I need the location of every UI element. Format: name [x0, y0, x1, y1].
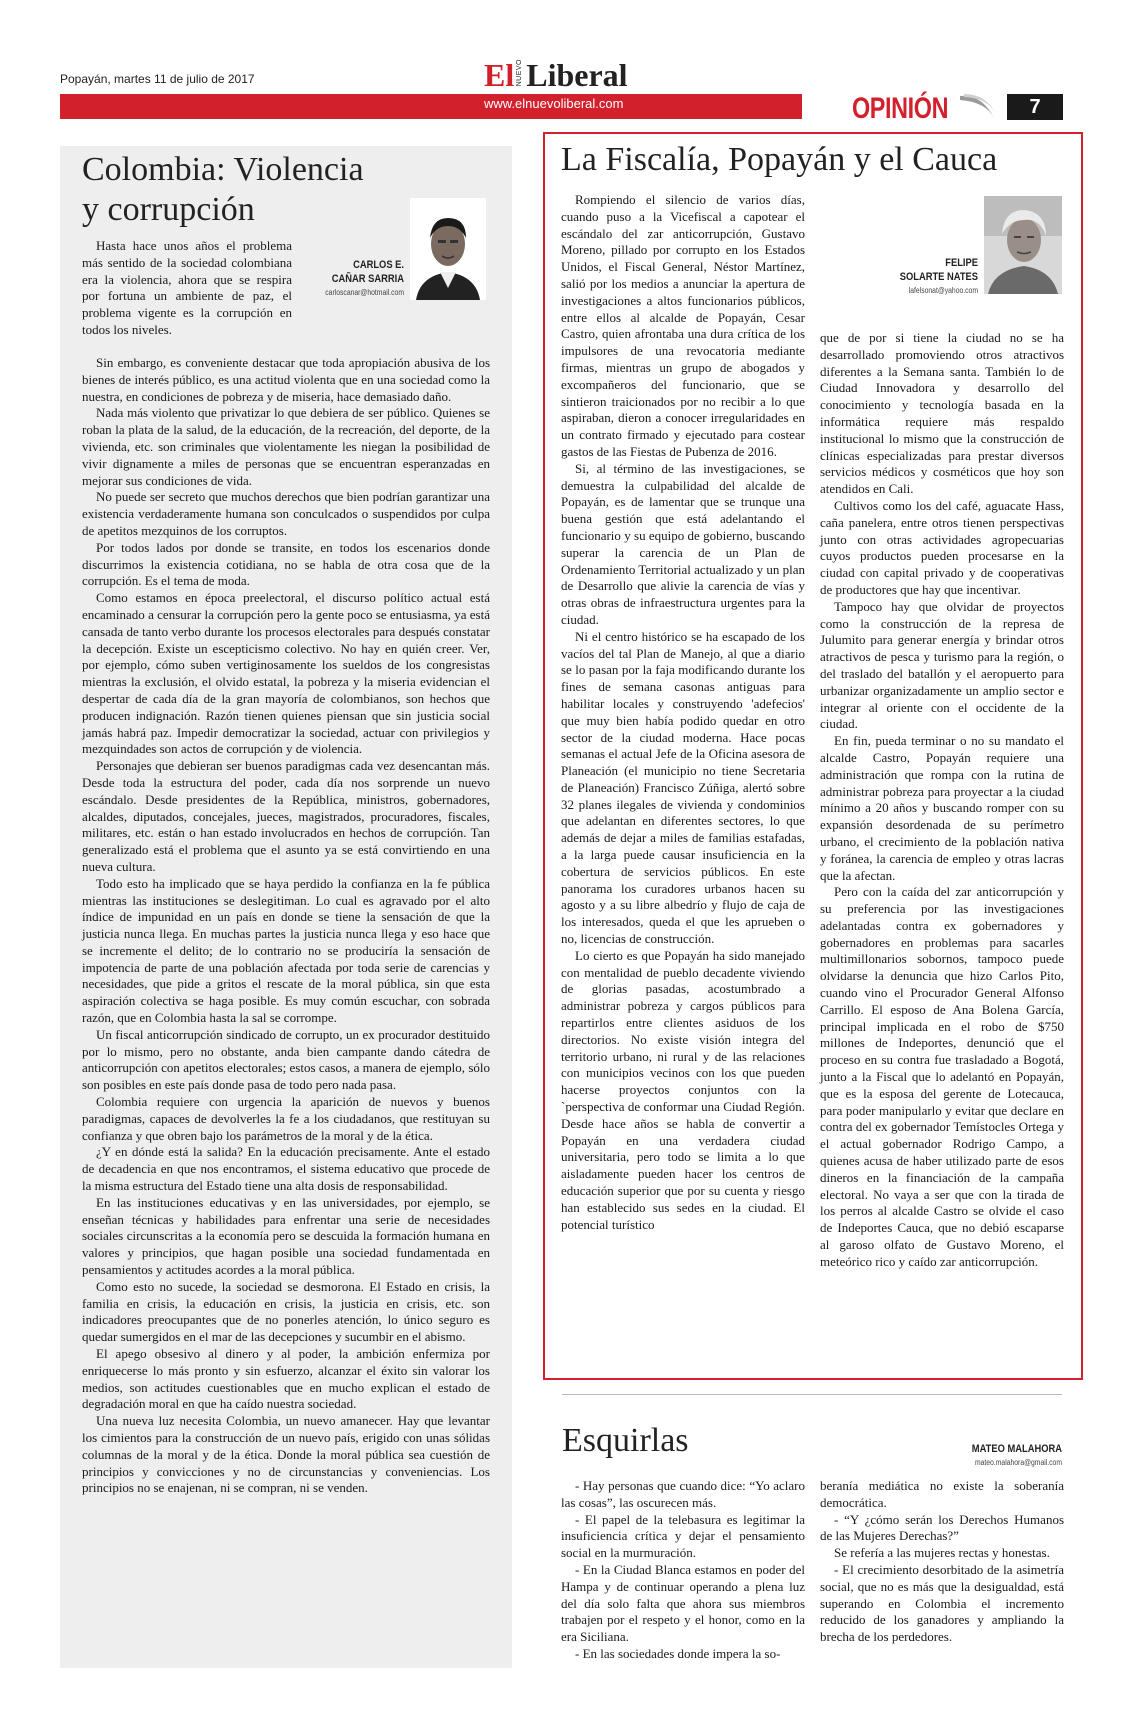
left-paragraph: Un fiscal anticorrupción sindicado de corrupto, un ex procurador destituido por lo mismo, pero no obstante, anda bien campante dando cátedra de anticorrupción con apetitos electorales; estos casos, a manera de ejemplo, sólo son posibles en este país donde pasa de todo pero nada pasa. — [82, 1026, 490, 1093]
esquirlas-item: - “Y ¿cómo serán los Derechos Humanos de las Mujeres Derechas?” — [820, 1511, 1064, 1544]
left-author-byline — [300, 258, 404, 297]
right-author-photo — [984, 196, 1062, 294]
esquirlas-author-byline — [900, 1442, 1062, 1467]
newspaper-logo[interactable] — [484, 56, 644, 93]
right-paragraph: Si, al término de las investigaciones, se demuestra la culpabilidad del alcalde de Popayán, es de lamentar que se trunque una buena gestión que está adelantando el funcionario y su equipo de gobierno, buscando superar la carencia de un Plan de Ordenamiento Territorial actualizado y un plan de Desarrollo que alivie la carencia de vías y otras obras de infraestructura urgentes para la ciudad. — [561, 460, 805, 627]
esquirlas-title: Esquirlas — [562, 1422, 689, 1459]
left-author-email[interactable]: carloscanar@hotmail.com — [325, 288, 404, 297]
right-author-email[interactable]: lafelsonat@yahoo.com — [908, 286, 978, 295]
esquirlas-item: - En la Ciudad Blanca estamos en poder del Hampa y de continuar operando a plena luz del día solo falta que ahora sus miembros trabajen por el respeto y el honor, como en la era Siciliana. — [561, 1561, 805, 1645]
left-paragraph: Una nueva luz necesita Colombia, un nuevo amanecer. Hay que levantar los cimientos para la construcción de un nuevo país, erigido con unas sólidas columnas de la moral y de la ética. Donde la moral pública sea cuestión de principios y convicciones y no de circunstancias y conveniencias. Los principios no se enajenan, ni se compran, ni se venden. — [82, 1413, 490, 1496]
header-red-bar — [60, 94, 802, 119]
right-paragraph: que de por si tiene la ciudad no se ha desarrollado promoviendo otros atractivos diferentes a la Semana santa. También lo de Ciudad Innovadora y desarrollo del conocimiento y tecnología basada en la informática requiere más respaldo institucional lo mismo que la construcción de clínicas especializadas para prestar diversos servicios médicos y cosméticos que hoy son atendidos en Cali. — [820, 330, 1064, 497]
edition-date: Popayán, martes 11 de julio de 2017 — [60, 72, 255, 86]
left-title-line-1: Colombia: Violencia — [82, 151, 364, 188]
right-author-name-2: SOLARTE NATES — [899, 271, 978, 283]
right-article-title: La Fiscalía, Popayán y el Cauca — [561, 141, 998, 178]
left-article-title — [82, 150, 412, 230]
left-paragraph: En las instituciones educativas y en las universidades, por ejemplo, se enseñan técnicas y habilidades para enfrentar una serie de necesidades sociales circunscritas a la economía pero se descuida la formación humana en valores y principios, que hagan posible una sociedad fundamentada en pensamientos y actitudes acordes a la moral pública. — [82, 1194, 490, 1278]
esquirlas-item: - El crecimiento desorbitado de la asimetría social, que no es más que la desigualdad, está superando en Colombia el incremento reducido de los ganadores y ampliando la brecha de los perdedores. — [820, 1561, 1064, 1645]
right-author-byline — [880, 256, 978, 295]
right-paragraph: Cultivos como los del café, aguacate Hass, caña panelera, entre otros tienen perspectivas junto con otras actividades agropecuarias cuyos productos pueden procesarse en la ciudad con capital privado y de cooperativas de productores que hay que incentivar. — [820, 497, 1064, 597]
left-paragraph: Por todos lados por donde se transite, en todos los escenarios donde discurrimos la existencia cotidiana, no se habla de otra cosa que de la corrupción. Es el tema de moda. — [82, 539, 490, 589]
esquirlas-author-name: MATEO MALAHORA — [971, 1443, 1062, 1455]
right-paragraph: Rompiendo el silencio de varios días, cuando puso a la Vicefiscal a capotear el escándalo del zar anticorrupción, Gustavo Moreno, pillado por corrupto en los Estados Unidos, el Fiscal General, Néstor Martínez, salió por los medios a anunciar la apertura de investigaciones a altos funcionarios públicos, entre ellos al alcalde de Popayán, Cesar Castro, quien afrontaba una dura crítica de los impulsores de una revocatoria mediante firmas, mientras un grupo de abogados y excompañeros del funcionario, que se sintieron traicionados por no recibir a lo que aspiraban, dieron a conocer irregularidades en un contrato firmado y ejecutado para costear gastos de las Fiestas de Pubenza de 2016. — [561, 192, 805, 459]
left-paragraph: Personajes que debieran ser buenos paradigmas cada vez desencantan más. Desde toda la estructura del poder, cada día nos sorprende un nuevo escándalo. Desde presidentes de la República, ministros, gobernadores, alcaldes, diputados, concejales, jueces, magistrados, procuradores, fiscales, militares, etc. están o han estado involucrados en hechos de corrupción. Tan generalizado está el problema que el asunto ya se está convirtiendo en una nueva cultura. — [82, 758, 490, 874]
right-article-column-1 — [561, 192, 805, 1233]
left-paragraph: Como esto no sucede, la sociedad se desmorona. El Estado en crisis, la familia en crisis, la educación en crisis, la justicia en crisis, etc. son indicadores preocupantes que de no ponerles atención, lo único seguro es quedar sumergidos en el mar de las decepciones y sucumbir en el abismo. — [82, 1278, 490, 1345]
esquirlas-item: - En las sociedades donde impera la so- — [575, 1645, 781, 1661]
right-paragraph: Lo cierto es que Popayán ha sido manejado con mentalidad de pueblo decadente viviendo de glorias pasadas, acostumbrado a administrar pobreza y cargos públicos para repartirlos entre clientes asiduos de los directorios. No existe visión integra del territorio urbano, ni rural y de las relaciones con municipios vecinos con los que pueden hacerse proyectos conjuntos con la `perspectiva de conformar una Ciudad Región. Desde hace años se habla de convertir a Popayán en una verdadera ciudad universitaria, pero todo se limita a lo que aisladamente pueden hacer los centros de educación superior que por su cuenta y riesgo han establecido sus sedes en la ciudad. El potencial turístico — [561, 947, 805, 1232]
logo-el: El — [484, 57, 515, 93]
left-paragraph: Colombia requiere con urgencia la aparición de nuevos y buenos paradigmas, capaces de devolverles la fe a los ciudadanos, que restituyan su confianza y que obren bajo los parámetros de la moral y de la ética. — [82, 1094, 490, 1143]
right-paragraph: Pero con la caída del zar anticorrupción y su preferencia por las investigaciones adelantadas contra ex gobernadores y gobernadores en problemas para sacarles multimillonarios sobornos, tampoco puede olvidarse la denuncia que hizo Carlos Pito, cuando vino el Procurador General Alfonso Carrillo. El esposo de Ana Bolena García, principal implicada en el robo de $750 millones de Indeportes, denunció que el proceso en su contra fue trasladado a Bogotá, junto a la Fiscal que lo adelantó en Popayán, que es la esposa del gerente de Lotecauca, para poder manipularlo y evitar que declare en contra del ex gobernador Temístocles Ortega y el actual gobernador Rodrigo Campo, a quienes acusa de haber utilizado parte de esos dineros en la financiación de la campaña electoral. No vaya a ser que con la tirada de los perros al alcalde Castro se olvide el caso de Indeportes Cauca, que no debió escaparse al garoso olfato de Gustavo Moreno, el meteórico rico y caído zar anticorrupción. — [820, 884, 1064, 1269]
section-title: OPINIÓN — [852, 92, 949, 125]
left-article-intro — [82, 238, 292, 339]
left-paragraph: Todo esto ha implicado que se haya perdido la confianza en la fe pública mientras las instituciones se deslegitiman. Lo cual es agravado por el alto índice de impunidad en un país en donde se tiene la sensación de que la justicia nunca llega. En muchas partes la justicia nunca llega y eso hace que se incremente el delito; de lo contrario no se produciría la sensación de impotencia de parte de una población afectada por toda serie de carencias y necesidades, que pide a gritos el rescate de la moral pública, sin que esta aspiración colectiva se haga posible. Es muy común escuchar, con sobrada razón, que en Colombia hasta la sal se corrompe. — [82, 875, 490, 1026]
left-author-name-2: CAÑAR SARRIA — [331, 273, 404, 285]
right-paragraph: Tampoco hay que olvidar de proyectos como la construcción de la represa de Julumito para generar energía y brindar otros atractivos de pesca y turismo para la región, o del traslado del batallón y el aeropuerto para urbanizar organizadamente un amplio sector e integrar al oriente con el occidente de la ciudad. — [820, 598, 1064, 732]
left-author-photo — [410, 198, 486, 300]
esquirlas-item: - El papel de la telebasura es legitimar la insuficiencia crítica y dejar el pensamiento social en la murmuración. — [561, 1511, 805, 1561]
swoosh-decoration-icon — [958, 92, 998, 120]
logo-nuevo: NUEVO — [516, 58, 524, 86]
right-author-name-1: FELIPE — [945, 257, 978, 269]
esquirlas-item: beranía mediática no existe la soberanía democrática. — [820, 1478, 1064, 1510]
section-divider — [562, 1394, 1062, 1395]
esquirlas-author-email[interactable]: mateo.malahora@gmail.com — [974, 1458, 1062, 1467]
right-paragraph: En fin, pueda terminar o no su mandato el alcalde Castro, Popayán requiere una administración que rompa con la rutina de administrar pobreza para proyectar a la ciudad mínimo a 20 años y buscando romper con su expansión desordenada de su perímetro urbano, el crecimiento de la población nativa y foránea, la carencia de empleo y otras lacras que la afectan. — [820, 733, 1064, 883]
esquirlas-column-1 — [561, 1478, 805, 1663]
esquirlas-item: Se refería a las mujeres rectas y honestas. — [834, 1545, 1050, 1561]
left-paragraph: Como estamos en época preelectoral, el discurso político actual está encaminado a censurar la corrupción pero la gente poco se entusiasma, ya está cansada de tanto verbo durante los procesos electorales para después constatar la decepción. Existe un escepticismo colectivo. No hay en quién creer. Ver, por ejemplo, cómo suben vertiginosamente los sueldos de los congresistas mientras la exclusión, el olvido estatal, la pobreza y la miseria evidencian el despertar de cada día de la gran mayoría de colombianos, son hechos que producen indignación. Razón tienen quienes piensan que sin justicia social jamás habrá paz. Impedir democratizar la sociedad, actuar con privilegios y mezquindades son actos de corrupción y de violencia. — [82, 590, 490, 757]
left-article-body — [82, 355, 490, 1497]
page-number: 7 — [1007, 94, 1063, 120]
right-article-column-2 — [820, 330, 1064, 1271]
left-paragraph: Nada más violento que privatizar lo que debiera de ser público. Quienes se roban la plata de la salud, de la educación, de la recreación, del deporte, de la vivienda, etc. son criminales que violentamente les niegan la posibilidad de vivir dignamente a miles de personas que se encuentran esperanzadas en mejorar sus condiciones de vida. — [82, 405, 490, 488]
left-author-name-1: CARLOS E. — [353, 259, 404, 271]
left-title-line-2: y corrupción — [82, 191, 255, 228]
left-paragraph: El apego obsesivo al dinero y al poder, la ambición enfermiza por enriquecerse lo más pronto y sin esfuerzo, alcanzar el éxito sin valorar los medios, son actitudes cuestionables que en mucho explican el estado de degradación moral en que ha caído nuestra sociedad. — [82, 1346, 490, 1412]
left-paragraph: Sin embargo, es conveniente destacar que toda apropiación abusiva de los bienes de interés público, es una actitud violenta que en una sociedad como la nuestra, en condiciones de pobreza y de miseria, hace demasiado daño. — [82, 355, 490, 404]
left-intro-paragraph: Hasta hace unos años el problema más sentido de la sociedad colombiana era la violencia, ahora que se respira por fortuna un ambiente de paz, el problema vigente es la corrupción en todos los niveles. — [82, 238, 292, 337]
esquirlas-item: - Hay personas que cuando dice: “Yo aclaro las cosas”, las oscurecen más. — [561, 1478, 805, 1510]
website-link[interactable]: www.elnuevoliberal.com — [484, 96, 624, 111]
logo-liberal: Liberal — [526, 57, 628, 93]
right-paragraph: Ni el centro histórico se ha escapado de los vacíos del tal Plan de Manejo, al que a diario se lo pasan por la faja modificando durante los fines de semana casonas antiguas para habilitar locales y construyendo 'adefecios' que muy bien había podido quedar en otro sector de la ciudad moderna. Hace pocas semanas el actual Jefe de la Oficina asesora de Planeación (el municipio no tiene Secretaria de Planeación) Francisco Zúñiga, alertó sobre 32 planes ilegales de vivienda y condominios que adelantan en diferentes sectores, lo que además de dejar a miles de familias estafadas, a la larga puede causar insuficiencia en la cobertura de servicios públicos. En este panorama los curadores urbanos hacen su agosto y a su libre albedrío y flujo de caja de los interesados, queda el que les aprueben o no, licencias de construcción. — [561, 628, 805, 947]
left-paragraph: ¿Y en dónde está la salida? En la educación precisamente. Ante el estado de decadencia en que nos encontramos, el sistema educativo que procede de la misma estructura del Estado tiene una alta dosis de responsabilidad. — [82, 1144, 490, 1194]
esquirlas-column-2 — [820, 1478, 1064, 1646]
left-paragraph: No puede ser secreto que muchos derechos que bien podrían garantizar una existencia verdaderamente humana son conculcados o suspendidos por culpa de apetitos mezquinos de los corruptos. — [82, 489, 490, 538]
